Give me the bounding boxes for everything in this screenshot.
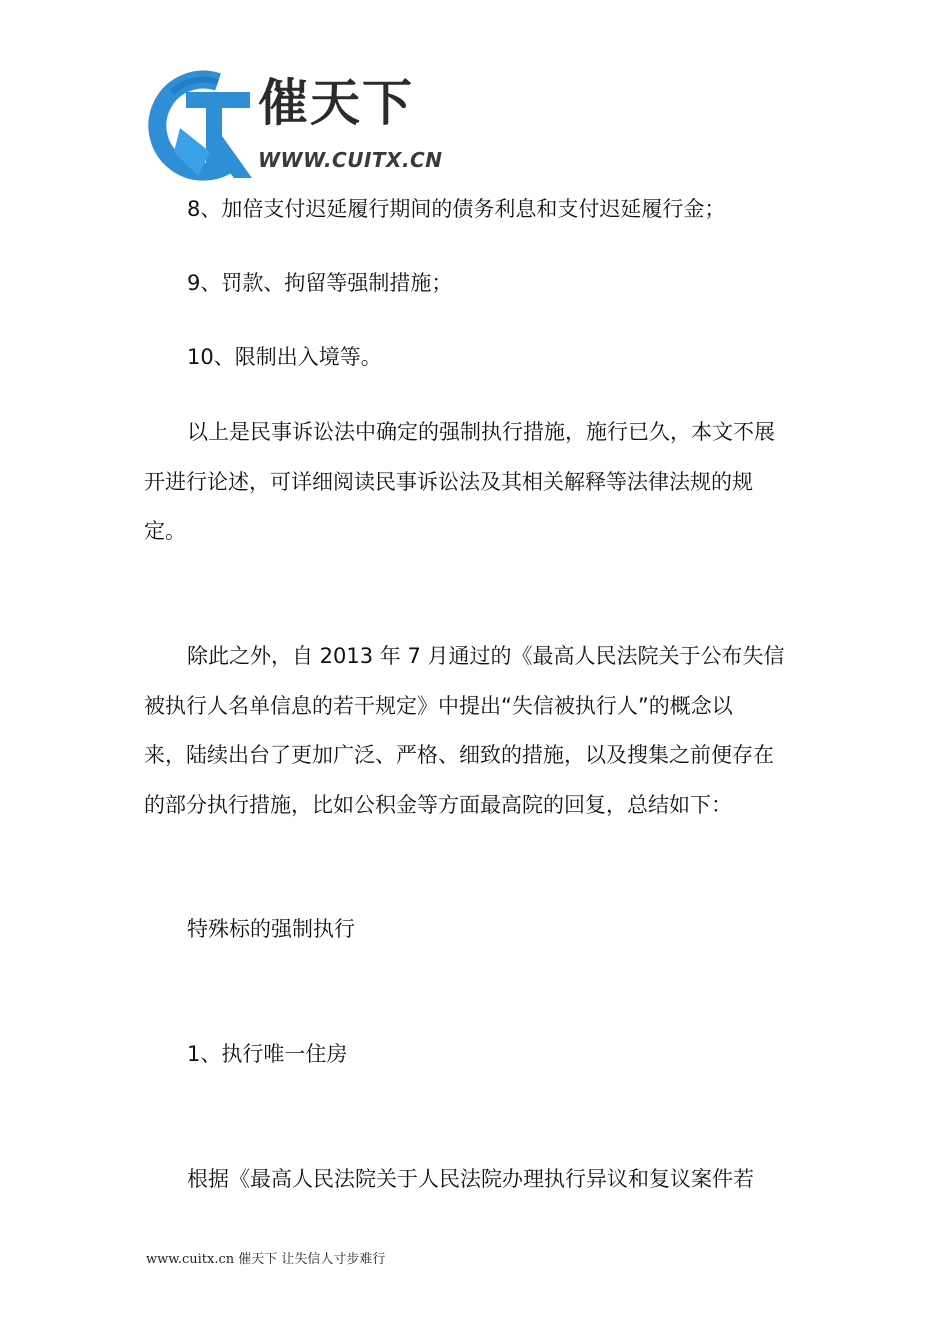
ct-logo-icon [140, 66, 260, 186]
body-line-3: 10、限制出入境等。 [187, 345, 382, 369]
page-footer: www.cuitx.cn 催天下 让失信人寸步难行 [146, 1252, 386, 1267]
body-line-13: 根据《最高人民法院关于人民法院办理执行异议和复议案件若 [187, 1167, 754, 1191]
body-line-4: 以上是民事诉讼法中确定的强制执行措施，施行已久，本文不展 [187, 420, 775, 444]
logo-url: WWW.CUITX.CN [258, 148, 443, 172]
body-line-1: 8、加倍支付迟延履行期间的债务利息和支付迟延履行金； [187, 197, 726, 221]
body-line-6: 定。 [144, 519, 186, 543]
body-line-2: 9、罚款、拘留等强制措施； [187, 271, 453, 295]
logo-name: 催天下 [258, 74, 414, 132]
subsection-heading: 1、执行唯一住房 [187, 1042, 348, 1066]
body-line-10: 的部分执行措施，比如公积金等方面最高院的回复，总结如下： [144, 793, 732, 817]
section-heading: 特殊标的强制执行 [187, 917, 355, 941]
body-line-8: 被执行人名单信息的若干规定》中提出“失信被执行人”的概念以 [144, 694, 733, 718]
body-line-7: 除此之外，自 2013 年 7 月通过的《最高人民法院关于公布失信 [187, 644, 785, 668]
body-line-9: 来，陆续出台了更加广泛、严格、细致的措施，以及搜集之前便存在 [144, 743, 774, 767]
body-line-5: 开进行论述，可详细阅读民事诉讼法及其相关解释等法律法规的规 [144, 470, 753, 494]
